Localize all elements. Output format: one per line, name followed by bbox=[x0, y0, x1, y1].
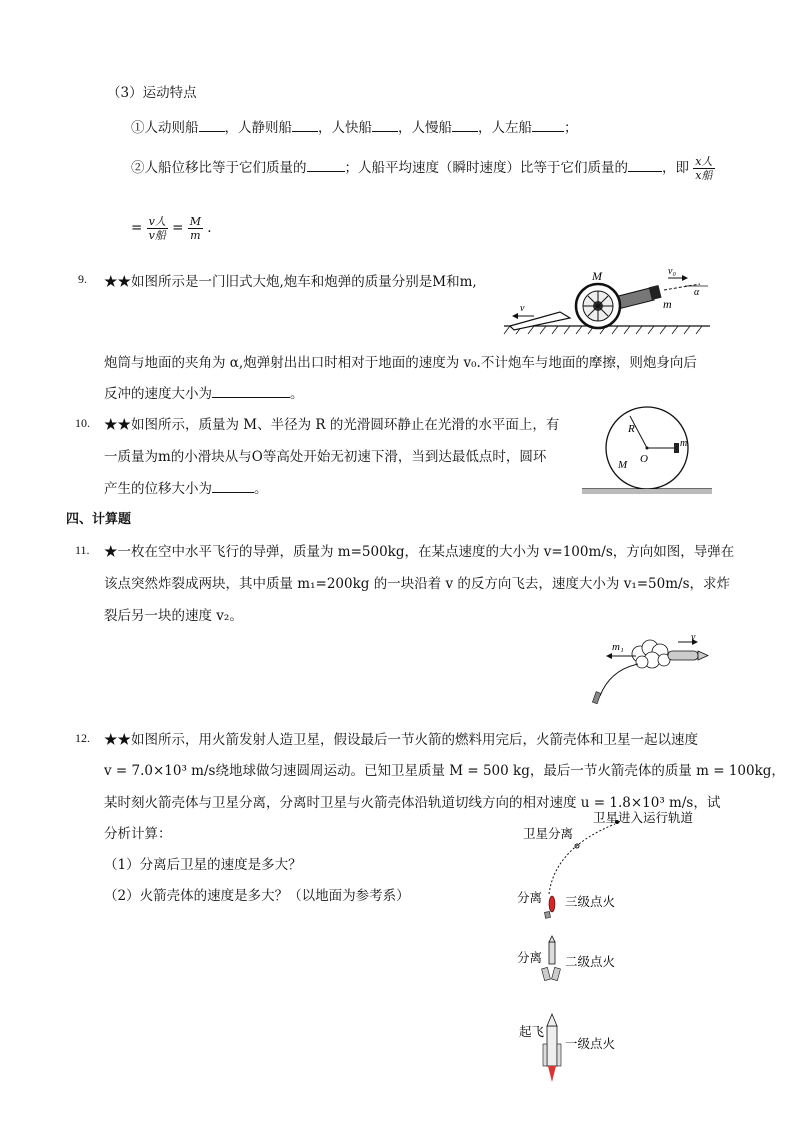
q11-line-1: ★一枚在空中水平飞行的导弹，质量为 m=500kg，在某点速度的大小为 v=100m/s，方向如图，导弹在 bbox=[104, 544, 735, 560]
m1-label: m₁ bbox=[612, 641, 624, 653]
third-stage-ignition-label: 三级点火 bbox=[565, 895, 616, 909]
fill-blank[interactable] bbox=[452, 118, 478, 132]
shell-mass-label: m bbox=[663, 297, 672, 311]
answer-blank[interactable] bbox=[212, 384, 290, 398]
q12-line-1: ★★如图所示，用火箭发射人造卫星，假设最后一节火箭的燃料用完后，火箭壳体和卫星一起以速度 bbox=[104, 732, 698, 748]
question-number: 10. bbox=[75, 416, 90, 430]
q10-line-2: 一质量为m的小滑块从与O等高处开始无初速下滑，当到达最低点时，圆环 bbox=[104, 449, 547, 465]
q12-sub-2: （2）火箭壳体的速度是多大？（以地面为参考系） bbox=[104, 888, 410, 904]
answer-blank[interactable] bbox=[212, 479, 254, 493]
v-label: v bbox=[691, 632, 696, 643]
q12-sub-1: （1）分离后卫星的速度是多大？ bbox=[104, 857, 302, 873]
question-number: 11. bbox=[75, 543, 90, 557]
q11-line-3: 裂后另一块的速度 v₂。 bbox=[104, 608, 243, 624]
velocity-fraction: $\frac{\text{v人}}{\text{v船}}$ bbox=[148, 215, 166, 242]
q12-line-4: 分析计算： bbox=[104, 826, 172, 842]
alpha-label: α bbox=[694, 287, 700, 298]
motion-line-1: ①人动则船 ，人静则船 ，人快船 ，人慢船 ，人左船 ； bbox=[131, 120, 578, 136]
separation-label-1: 分离 bbox=[517, 891, 543, 905]
mass-fraction: $\frac{M}{m}$ bbox=[189, 215, 201, 242]
fill-blank[interactable] bbox=[532, 118, 564, 132]
v0-label: v₀ bbox=[668, 266, 676, 277]
q10-line-3: 产生的位移大小为 。 bbox=[104, 481, 268, 497]
satellite-separation-label: 卫星分离 bbox=[523, 827, 574, 841]
fill-blank[interactable] bbox=[292, 118, 318, 132]
motion-line-2: ②人船位移比等于它们质量的 ；人船平均速度（瞬时速度）比等于它们质量的 ，即 $\frac{\text{x人}}{\text{x船}}$ bbox=[131, 155, 713, 182]
subsection-title: （3）运动特点 bbox=[107, 85, 197, 101]
q11-line-2: 该点突然炸裂成两块，其中质量 m₁=200kg 的一块沿着 v 的反方向飞去，速度大小为 v₁=50m/s，求炸 bbox=[104, 576, 731, 592]
rocket-launch-figure bbox=[505, 808, 730, 1090]
radius-label: R bbox=[628, 423, 635, 435]
question-number: 9. bbox=[78, 272, 87, 286]
orbit-entry-label: 卫星进入运行轨道 bbox=[593, 811, 694, 825]
motion-line-3: = $\frac{\text{v人}}{\text{v船}}$ = $\frac{M}{m}$ . bbox=[131, 215, 212, 242]
q12-line-2: v = 7.0×10³ m/s绕地球做匀速圆周运动。已知卫星质量 M = 500 kg，最后一节火箭壳体的质量 m = 100kg， bbox=[104, 763, 785, 779]
question-number: 12. bbox=[75, 731, 90, 745]
fill-blank[interactable] bbox=[372, 118, 398, 132]
fill-blank[interactable] bbox=[628, 158, 662, 172]
ratio-fraction: $\frac{\text{x人}}{\text{x船}}$ bbox=[695, 155, 713, 182]
q9-line-3: 反冲的速度大小为 。 bbox=[104, 386, 304, 402]
block-mass-label: m bbox=[680, 438, 688, 449]
cannon-figure bbox=[500, 264, 715, 344]
second-stage-ignition-label: 二级点火 bbox=[565, 955, 616, 969]
missile-figure bbox=[580, 630, 715, 708]
ring-figure bbox=[580, 402, 715, 498]
cannon-mass-label: M bbox=[592, 269, 602, 283]
center-label: O bbox=[640, 453, 648, 465]
fill-blank[interactable] bbox=[199, 118, 225, 132]
q9-line-1: ★★如图所示是一门旧式大炮,炮车和炮弹的质量分别是M和m, bbox=[104, 274, 477, 290]
section-heading: 四、计算题 bbox=[66, 512, 132, 527]
q9-line-2: 炮筒与地面的夹角为 α,炮弹射出出口时相对于地面的速度为 v₀.不计炮车与地面的摩擦，则炮身向后 bbox=[104, 355, 697, 371]
v-label: v bbox=[520, 303, 525, 314]
separation-label-2: 分离 bbox=[517, 951, 543, 965]
takeoff-label: 起飞 bbox=[519, 1025, 545, 1039]
q10-line-1: ★★如图所示，质量为 M、半径为 R 的光滑圆环静止在光滑的水平面上，有 bbox=[104, 417, 560, 433]
ring-mass-label: M bbox=[618, 459, 628, 471]
fill-blank[interactable] bbox=[307, 158, 345, 172]
q12-line-3: 某时刻火箭壳体与卫星分离，分离时卫星与火箭壳体沿轨道切线方向的相对速度 u = 1.8×10³ m/s，试 bbox=[104, 795, 721, 811]
first-stage-ignition-label: 一级点火 bbox=[565, 1037, 616, 1051]
